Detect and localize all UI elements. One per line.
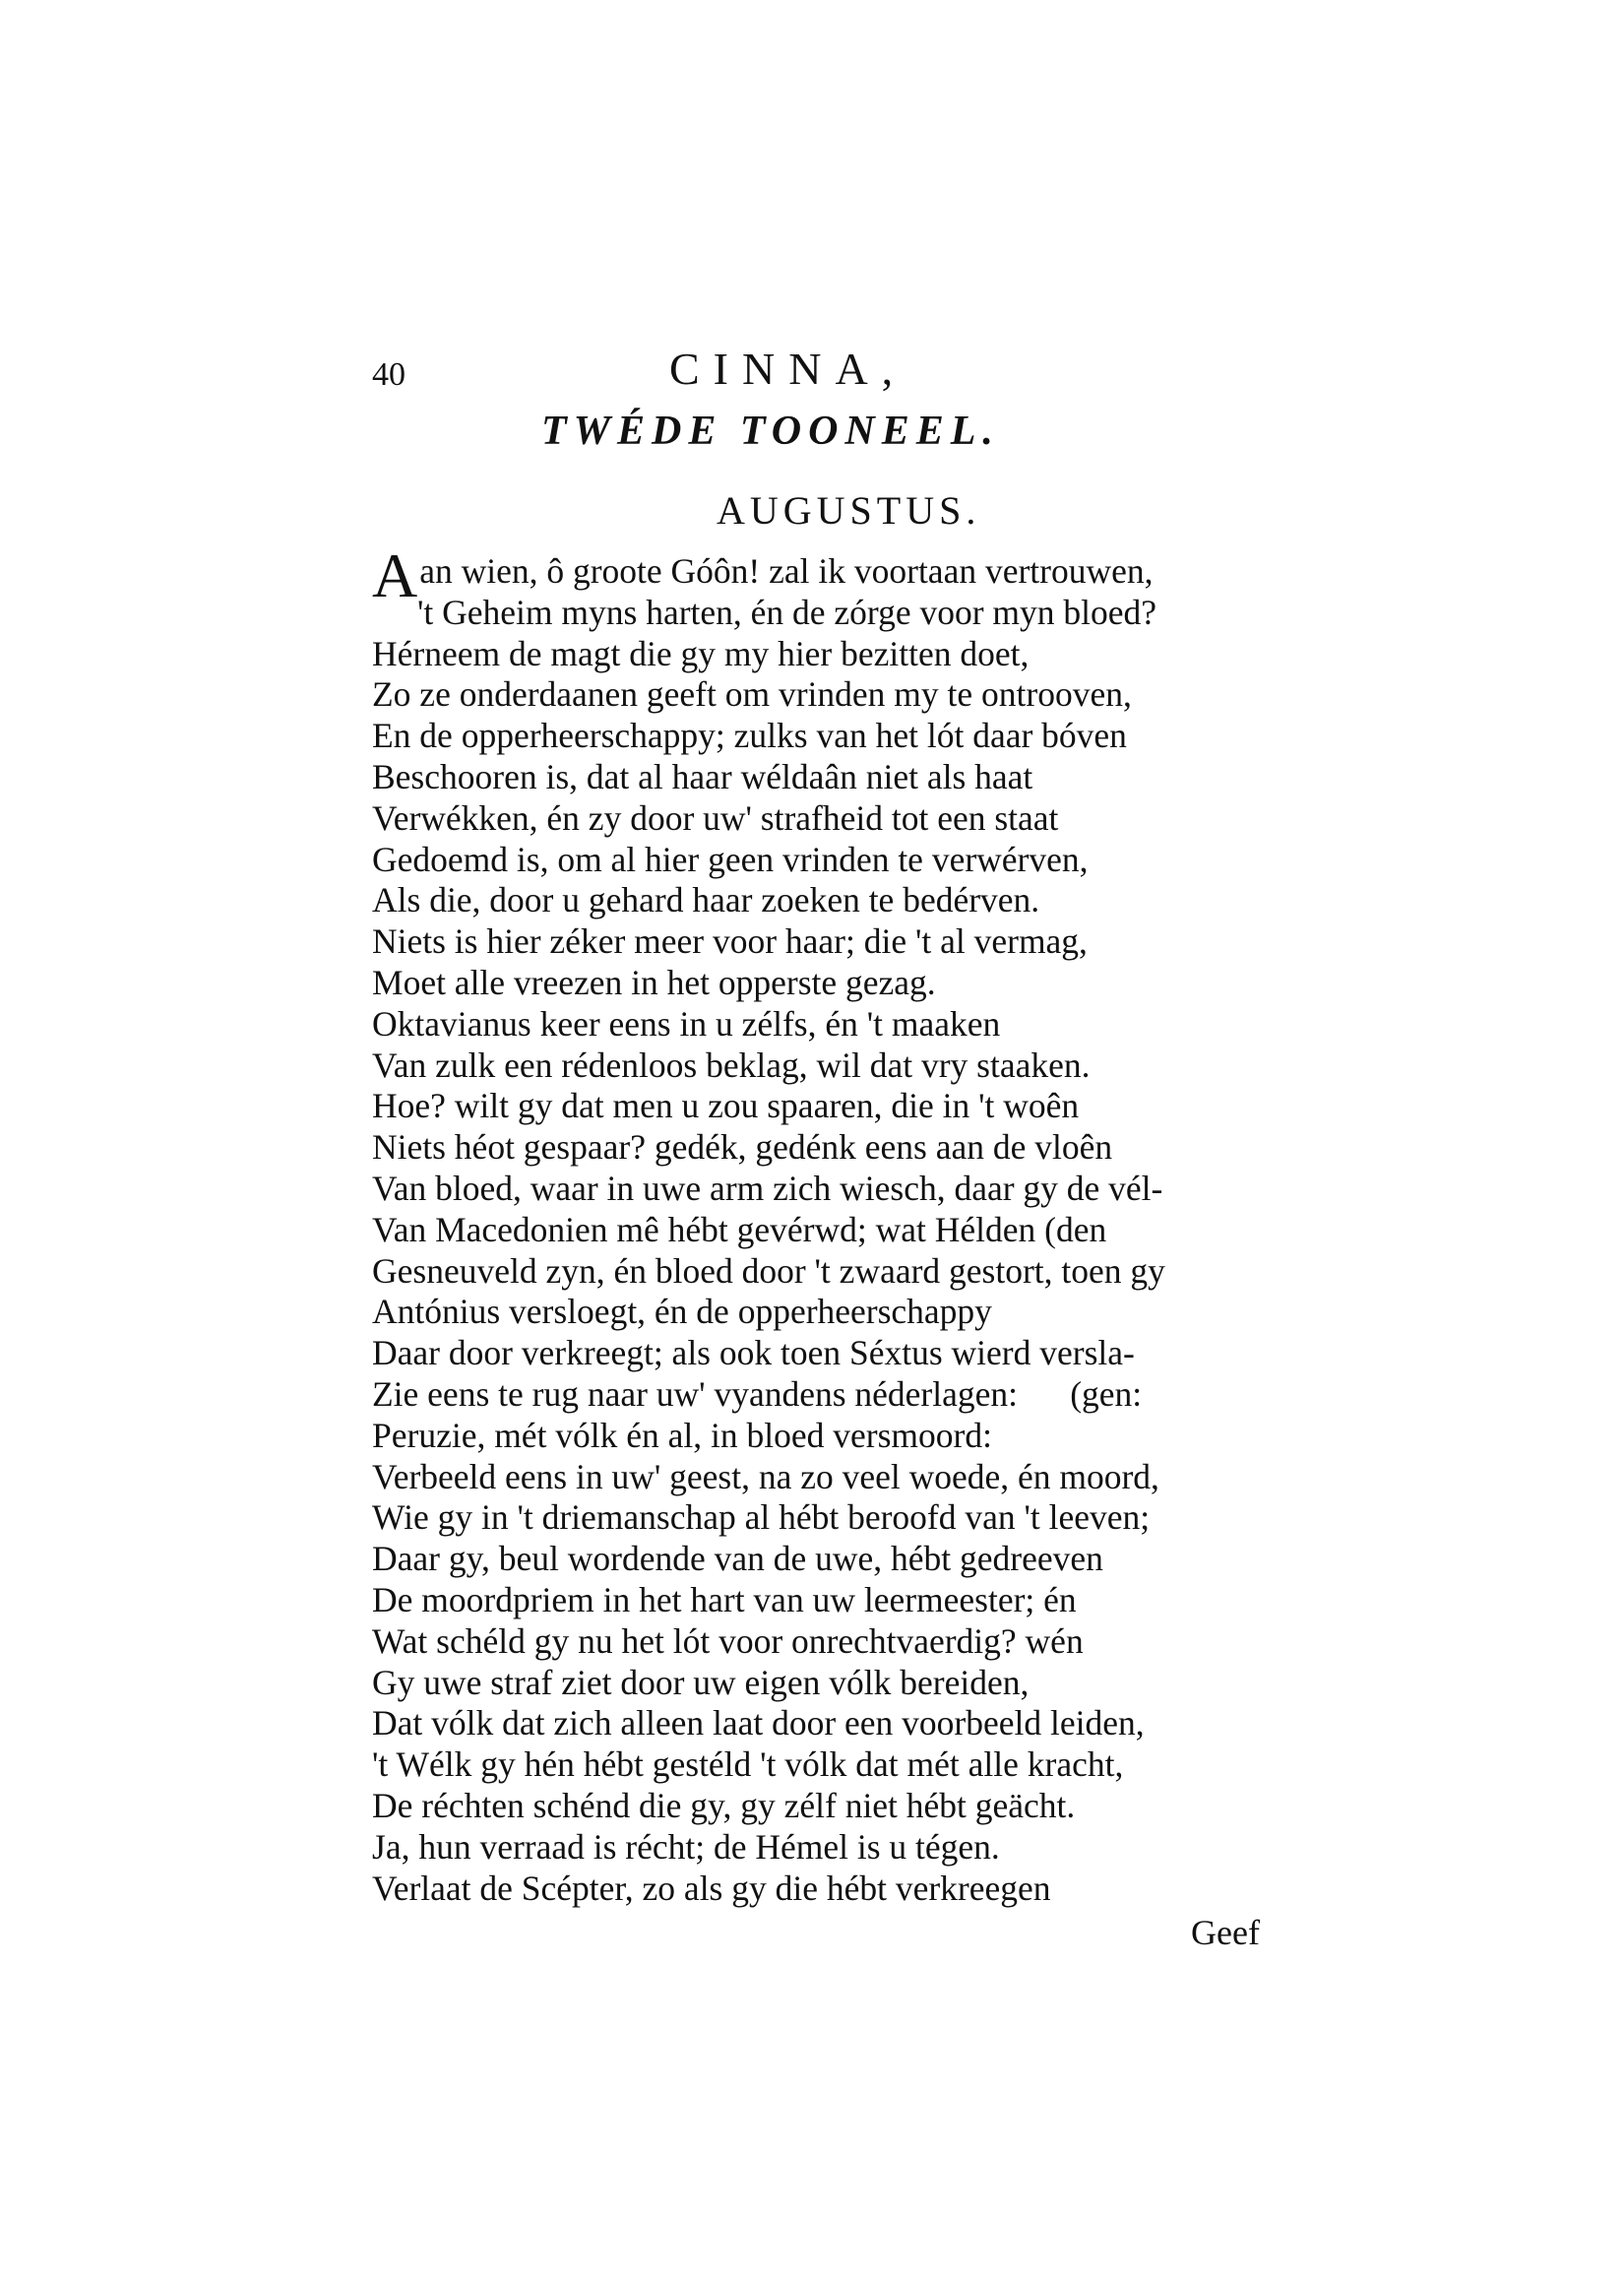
verse-line: Verwékken, én zy door uw' strafheid tot een staat	[372, 797, 1059, 838]
catchword: Geef	[1191, 1913, 1260, 1952]
drop-cap: A	[372, 540, 418, 610]
verse-line: Hérneem de magt die gy my hier bezitten doet,	[372, 633, 1030, 673]
verse-line: 't Wélk gy hén hébt gestéld 't vólk dat mét alle kracht,	[372, 1744, 1124, 1785]
verse-line: Wat schéld gy nu het lót voor onrechtvaerdig? wén	[372, 1620, 1084, 1661]
verse-line: Van bloed, waar in uwe arm zich wiesch, daar gy de vél-	[372, 1168, 1163, 1208]
verse-line: Zo ze onderdaanen geeft om vrinden my te ontrooven,	[372, 674, 1132, 715]
verse-line	[372, 540, 1317, 610]
verse-line: Dat vólk dat zich alleen laat door een voorbeeld leiden,	[372, 1703, 1145, 1743]
verse-line: 't Geheim myns harten, én de zórge voor myn bloed?	[417, 592, 1157, 632]
verse-line: En de opperheerschappy; zulks van het lót daar bóven	[372, 716, 1127, 756]
verse-block	[372, 540, 1317, 1909]
page-number: 40	[372, 356, 406, 393]
scene-title: TWÉDE TOONEEL.	[541, 409, 1000, 454]
verse-line: Verbeeld eens in uw' geest, na zo veel woede, én moord,	[372, 1456, 1159, 1496]
verse-line: Beschooren is, dat al haar wéldaân niet als haat	[372, 756, 1033, 796]
running-title: CINNA,	[669, 344, 907, 394]
verse-line: Als die, door u gehard haar zoeken te bedérven.	[372, 880, 1040, 920]
verse-line: Antónius versloegt, én de opperheerschappy	[372, 1292, 992, 1332]
verse-line: Ja, hun verraad is récht; de Hémel is u tégen.	[372, 1826, 1000, 1867]
verse-line: De moordpriem in het hart van uw leermeester; én	[372, 1579, 1077, 1619]
verse-line: Hoe? wilt gy dat men u zou spaaren, die in 't woên	[372, 1086, 1080, 1126]
verse-line: Moet alle vreezen in het opperste gezag.	[372, 962, 936, 1002]
verse-line: Gedoemd is, om al hier geen vrinden te verwérven,	[372, 839, 1089, 879]
verse-line: Niets héot gespaar? gedék, gedénk eens aan de vloên	[372, 1127, 1113, 1168]
verse-line: Peruzie, mét vólk én al, in bloed versmoord:	[372, 1415, 992, 1455]
verse-line: Gy uwe straf ziet door uw eigen vólk bereiden,	[372, 1662, 1030, 1702]
verse-line: Van Macedonien mê hébt gevérwd; wat Hélden (den	[372, 1209, 1107, 1249]
verse-line-text: an wien, ô groote Góôn! zal ik voortaan vertrouwen,	[419, 551, 1154, 591]
verse-line: De réchten schénd die gy, gy zélf niet hébt geächt.	[372, 1785, 1076, 1825]
verse-line: Verlaat de Scépter, zo als gy die hébt verkreegen	[372, 1868, 1051, 1908]
verse-line: Niets is hier zéker meer voor haar; die 't al vermag,	[372, 921, 1088, 962]
verse-line: Oktavianus keer eens in u zélfs, én 't maaken	[372, 1003, 1001, 1044]
verse-line: Daar gy, beul wordende van de uwe, hébt gedreeven	[372, 1539, 1103, 1579]
verse-line: Van zulk een rédenloos beklag, wil dat vry staaken.	[372, 1045, 1091, 1085]
speaker-name: AUGUSTUS.	[717, 488, 981, 533]
verse-line: Daar door verkreegt; als ook toen Séxtus wierd versla-	[372, 1333, 1135, 1373]
verse-line: Wie gy in 't driemanschap al hébt beroofd van 't leeven;	[372, 1497, 1151, 1538]
verse-line: Zie eens te rug naar uw' vyandens néderlagen: (gen:	[372, 1373, 1143, 1414]
verse-line: Gesneuveld zyn, én bloed door 't zwaard gestort, toen gy	[372, 1250, 1165, 1291]
